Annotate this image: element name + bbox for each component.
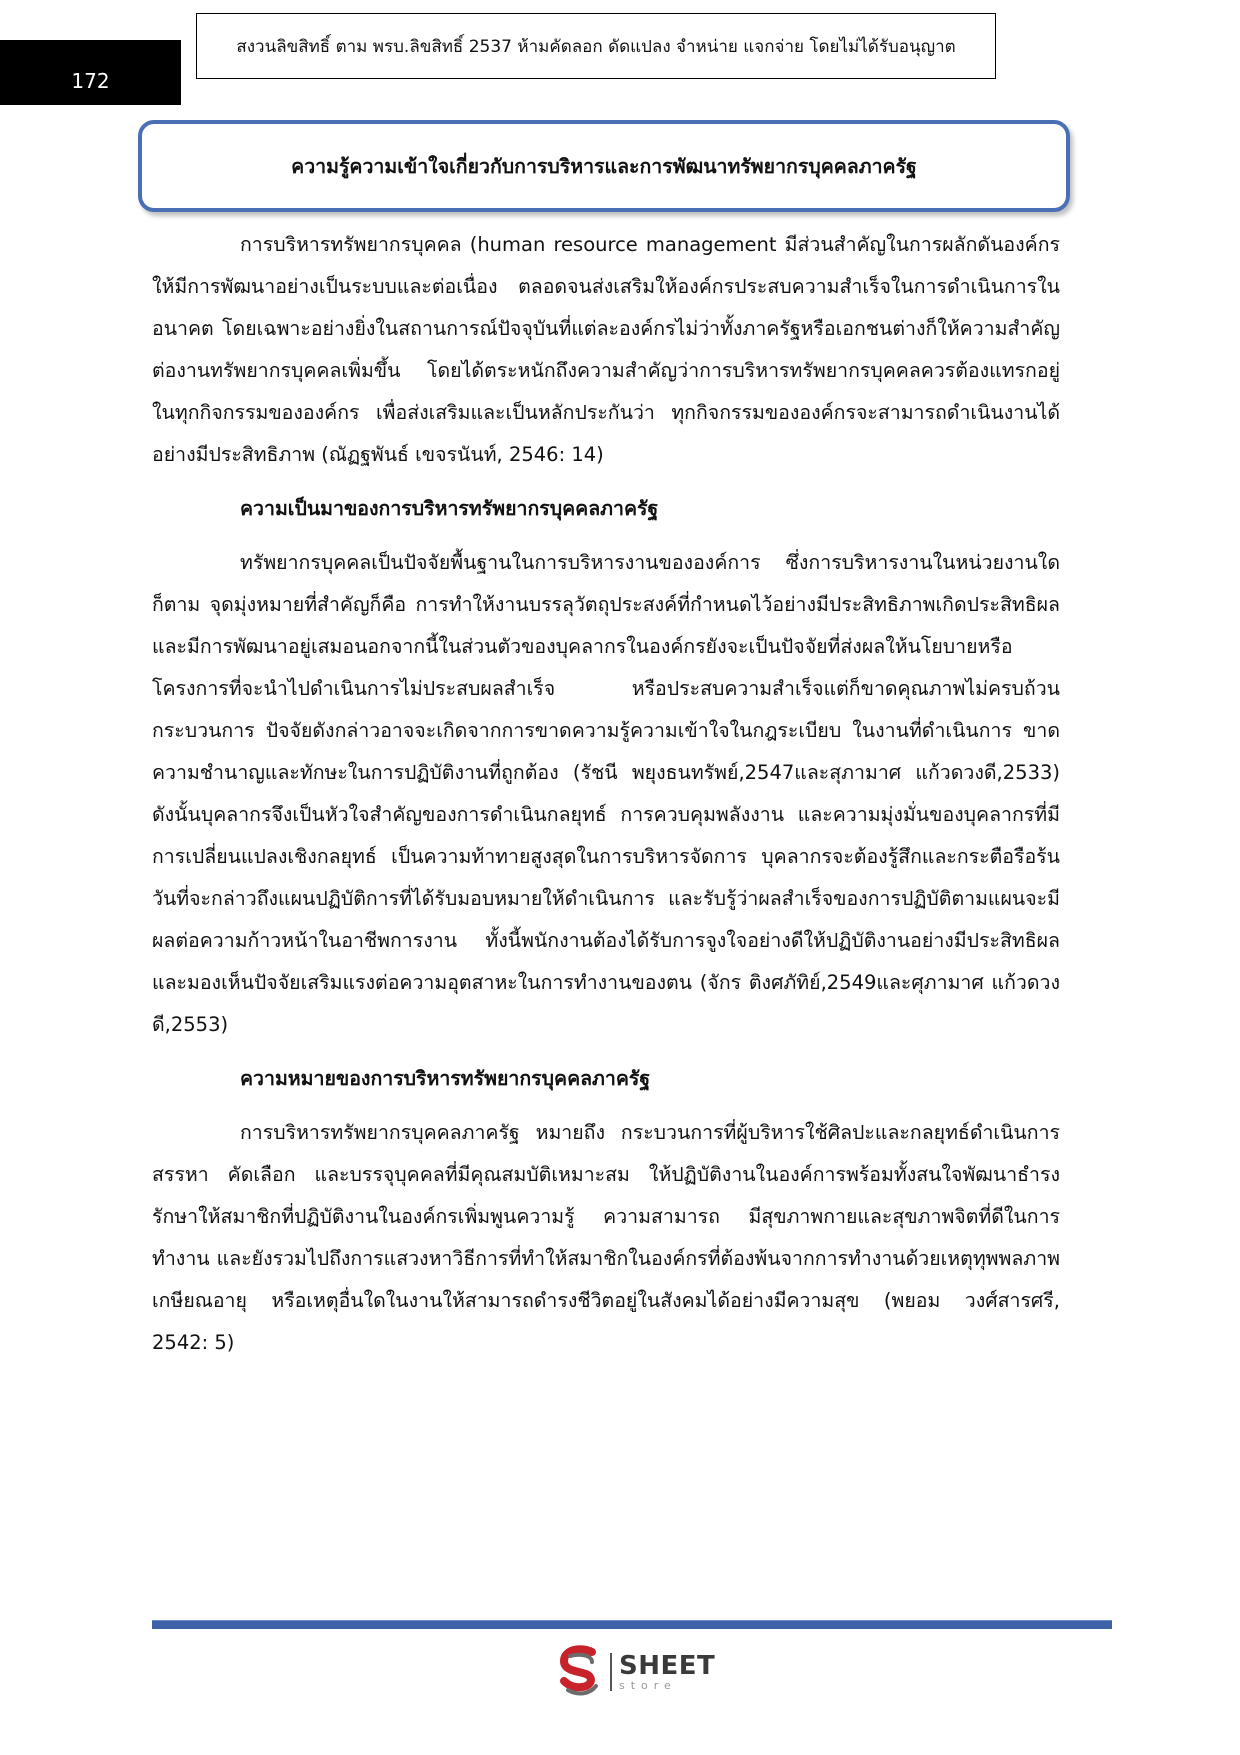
logo-subtext: store: [619, 1679, 677, 1692]
chapter-title-box: [138, 120, 1070, 212]
document-body: [152, 224, 1060, 1364]
section-heading-definition: ความหมายของการบริหารทรัพยากรบุคคลภาครัฐ: [240, 1067, 651, 1090]
sheet-store-logo-icon: [556, 1644, 604, 1700]
page-number-text: 172: [71, 69, 110, 93]
logo-word: SHEET: [619, 1651, 716, 1681]
copyright-text: สงวนลิขสิทธิ์ ตาม พรบ.ลิขสิทธิ์ 2537 ห้ามคัดลอก ดัดแปลง จำหน่าย แจกจ่าย โดยไม่ได้รับอนุญาต: [236, 36, 956, 57]
paragraph-history: ทรัพยากรบุคคลเป็นปัจจัยพื้นฐานในการบริหารงานขององค์การ ซึ่งการบริหารงานในหน่วยงานใดก็ตาม จุดมุ่งหมายที่สำคัญก็คือ การทำให้งานบรรลุวัตถุประสงค์ที่กำหนดไว้อย่างมีประสิทธิภาพเกิดประสิทธิผล และมีการพัฒนาอยู่เสมอนอกจากนี้ในส่วนตัวของบุคลากรในองค์กรยังจะเป็นปัจจัยที่ส่งผลให้นโยบายหรือโครงการที่จะนำไปดำเนินการไม่ประสบผลสำเร็จ หรือประสบความสำเร็จแต่ก็ขาดคุณภาพไม่ครบถ้วนกระบวนการ ปัจจัยดังกล่าวอาจจะเกิดจากการขาดความรู้ความเข้าใจในกฎระเบียบ ในงานที่ดำเนินการ ขาดความชำนาญและทักษะในการปฏิบัติงานที่ถูกต้อง (รัชนี พยุงธนทรัพย์,2547และสุภามาศ แก้วดวงดี,2533) ดังนั้นบุคลากรจึงเป็นหัวใจสำคัญของการดำเนินกลยุทธ์ การควบคุมพลังงาน และความมุ่งมั่นของบุคลากรที่มีการเปลี่ยนแปลงเชิงกลยุทธ์ เป็นความท้าทายสูงสุดในการบริหารจัดการ บุคลากรจะต้องรู้สึกและกระตือรือร้นวันที่จะกล่าวถึงแผนปฏิบัติการที่ได้รับมอบหมายให้ดำเนินการ และรับรู้ว่าผลสำเร็จของการปฏิบัติตามแผนจะมีผลต่อความก้าวหน้าในอาชีพการงาน ทั้งนี้พนักงานต้องได้รับการจูงใจอย่างดีให้ปฏิบัติงานอย่างมีประสิทธิผล และมองเห็นปัจจัยเสริมแรงต่อความอุตสาหะในการทำงานของตน (จักร ติงศภัทิย์,2549และศุภามาศ แก้วดวงดี,2553): [152, 551, 1060, 1036]
chapter-title: ความรู้ความเข้าใจเกี่ยวกับการบริหารและการพัฒนาทรัพยากรบุคคลภาครัฐ: [291, 154, 917, 178]
section-heading-history: ความเป็นมาของการบริหารทรัพยากรบุคคลภาครัฐ: [240, 497, 659, 520]
copyright-notice: [196, 13, 996, 79]
sheet-store-logo: [556, 1644, 715, 1700]
logo-text: [619, 1653, 715, 1691]
footer-divider: [152, 1620, 1112, 1629]
page-number: [0, 40, 181, 105]
logo-divider: [610, 1653, 612, 1691]
paragraph-definition: การบริหารทรัพยากรบุคคลภาครัฐ หมายถึง กระบวนการที่ผู้บริหารใช้ศิลปะและกลยุทธ์ดำเนินการสรรหา คัดเลือก และบรรจุบุคคลที่มีคุณสมบัติเหมาะสม ให้ปฏิบัติงานในองค์การพร้อมทั้งสนใจพัฒนาธำรงรักษาให้สมาชิกที่ปฏิบัติงานในองค์กรเพิ่มพูนความรู้ ความสามารถ มีสุขภาพกายและสุขภาพจิตที่ดีในการทำงาน และยังรวมไปถึงการแสวงหาวิธีการที่ทำให้สมาชิกในองค์กรที่ต้องพ้นจากการทำงานด้วยเหตุทุพพลภาพ เกษียณอายุ หรือเหตุอื่นใดในงานให้สามารถดำรงชีวิตอยู่ในสังคมได้อย่างมีความสุข (พยอม วงศ์สารศรี, 2542: 5): [152, 1121, 1060, 1354]
paragraph-intro: การบริหารทรัพยากรบุคคล (human resource management มีส่วนสำคัญในการผลักดันองค์กรให้มีการพัฒนาอย่างเป็นระบบและต่อเนื่อง ตลอดจนส่งเสริมให้องค์กรประสบความสำเร็จในการดำเนินการในอนาคต โดยเฉพาะอย่างยิ่งในสถานการณ์ปัจจุบันที่แต่ละองค์กรไม่ว่าทั้งภาครัฐหรือเอกชนต่างก็ให้ความสำคัญต่องานทรัพยากรบุคคลเพิ่มขึ้น โดยได้ตระหนักถึงความสำคัญว่าการบริหารทรัพยากรบุคคลควรต้องแทรกอยู่ในทุกกิจกรรมขององค์กร เพื่อส่งเสริมและเป็นหลักประกันว่า ทุกกิจกรรมขององค์กรจะสามารถดำเนินงานได้อย่างมีประสิทธิภาพ (ณัฏฐพันธ์ เขจรนันท์, 2546: 14): [152, 233, 1060, 466]
